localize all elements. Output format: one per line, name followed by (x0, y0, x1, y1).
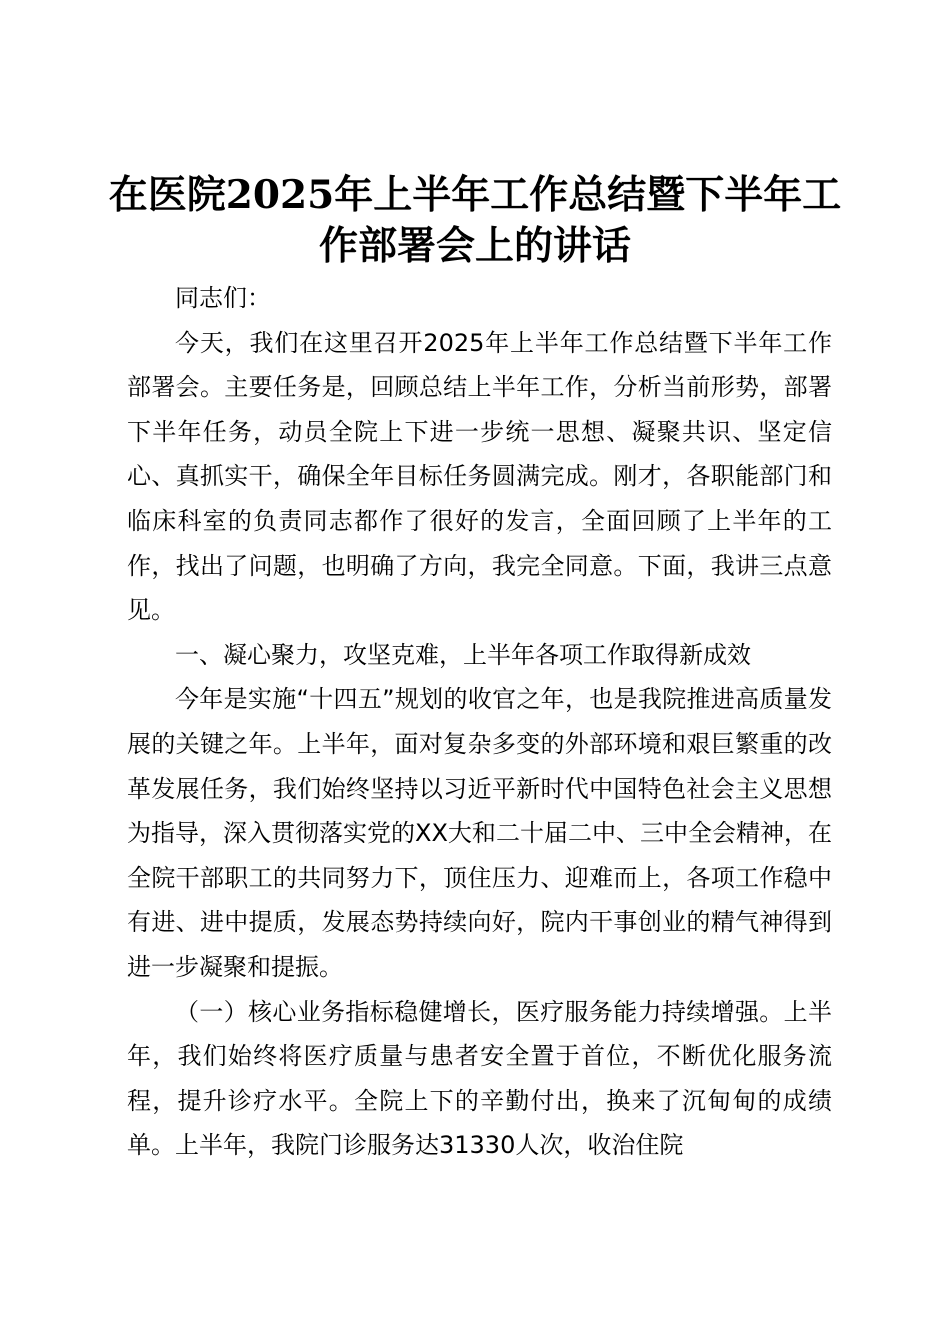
intro-paragraph: 今天，我们在这里召开2025年上半年工作总结暨下半年工作部署会。主要任务是，回顾总结上半年工作，分析当前形势，部署下半年任务，动员全院上下进一步统一思想、凝聚共识、坚定信心、真抓实干，确保全年目标任务圆满完成。刚才，各职能部门和临床科室的负责同志都作了很好的发言，全面回顾了上半年的工作，找出了问题，也明确了方向，我完全同意。下面，我讲三点意见。 (127, 328, 832, 625)
document-title: 在医院2025年上半年工作总结暨下半年工作部署会上的讲话 (108, 172, 842, 269)
document-body (127, 276, 832, 1168)
section-heading-1: 一、凝心聚力，攻坚克难，上半年各项工作取得新成效 (175, 640, 751, 669)
subsection-paragraph-1: （一）核心业务指标稳健增长，医疗服务能力持续增强。上半年，我们始终将医疗质量与患者安全置于首位，不断优化服务流程，提升诊疗水平。全院上下的辛勤付出，换来了沉甸甸的成绩单。上半年，我院门诊服务达31330人次，收治住院 (127, 997, 832, 1160)
salutation-paragraph: 同志们： (175, 284, 271, 312)
body-paragraph: 今年是实施“十四五”规划的收官之年，也是我院推进高质量发展的关键之年。上半年，面对复杂多变的外部环境和艰巨繁重的改革发展任务，我们始终坚持以习近平新时代中国特色社会主义思想为指导，深入贯彻落实党的XX大和二十届二中、三中全会精神，在全院干部职工的共同努力下，顶住压力、迎难而上，各项工作稳中有进、进中提质，发展态势持续向好，院内干事创业的精气神得到进一步凝聚和提振。 (127, 685, 832, 981)
